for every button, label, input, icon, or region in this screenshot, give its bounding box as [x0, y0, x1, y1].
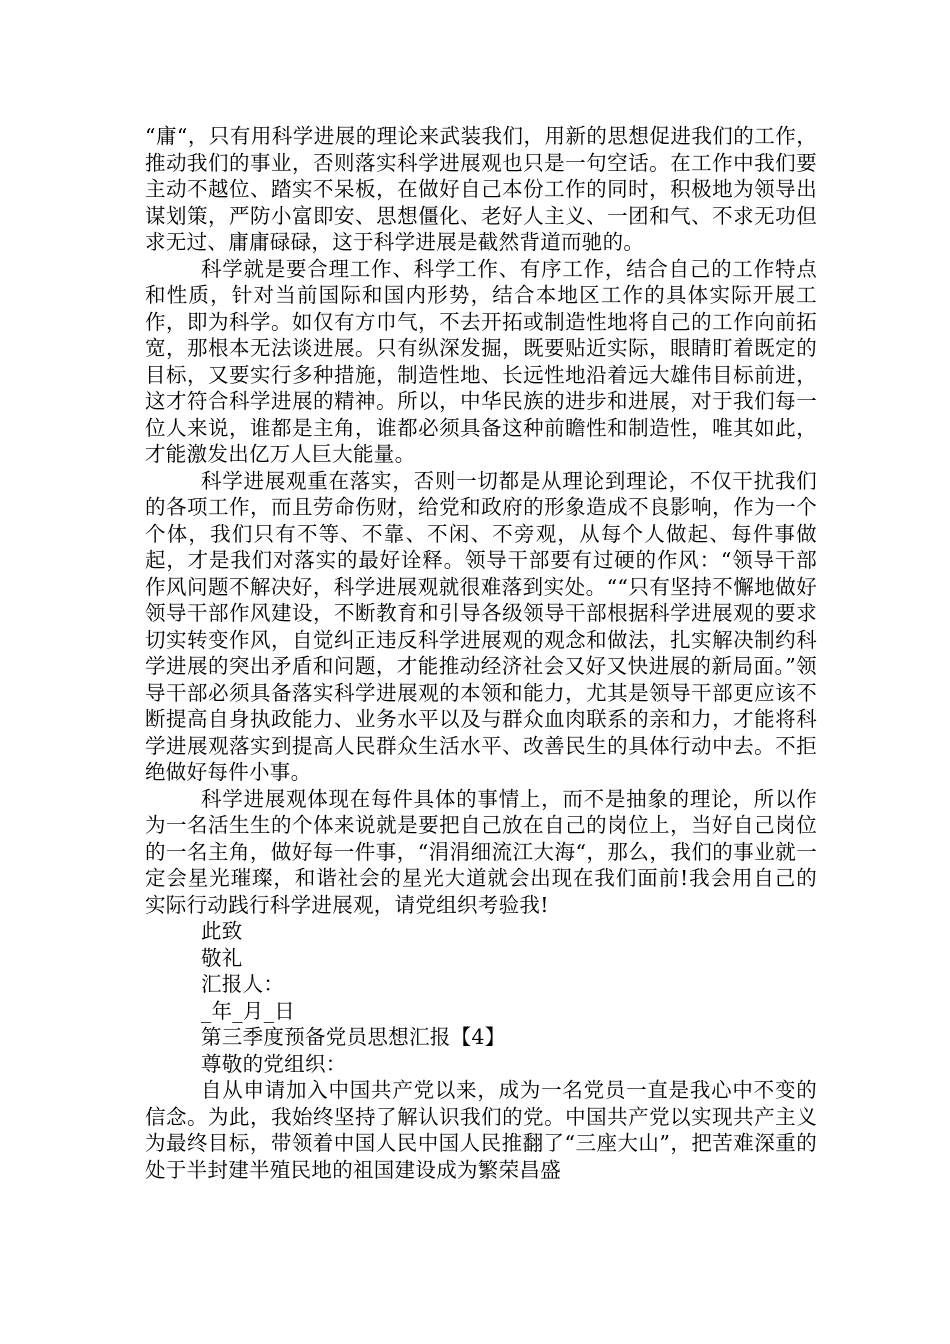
document-page	[145, 123, 817, 1183]
greeting: 尊敬的党组织：	[201, 1051, 347, 1076]
paragraph-3: 科学进展观重在落实，否则一切都是从理论到理论，不仅干扰我们的各项工作，而且劳命伤财，给党和政府的形象造成不良影响，作为一个个体，我们只有不等、不靠、不闲、不旁观，从每个人做起、每件事做起，才是我们对落实的最好诠释。领导干部要有过硬的作风：“领导干部作风问题不解决好，科学进展观就很难落到实处。““只有坚持不懈地做好领导干部作风建设，不断教育和引导各级领导干部根据科学进展观的要求切实转变作风，自觉纠正违反科学进展观的观念和做法，扎实解决制约科学进展的突出矛盾和问题，才能推动经济社会又好又快进展的新局面。”领导干部必须具备落实科学进展观的本领和能力，尤其是领导干部更应该不断提高自身执政能力、业务水平以及与群众血肉联系的亲和力，才能将科学进展观落实到提高人民群众生活水平、改善民生的具体行动中去。不拒绝做好每件小事。	[145, 468, 817, 784]
paragraph-1: “庸“，只有用科学进展的理论来武装我们，用新的思想促进我们的工作，推动我们的事业，否则落实科学进展观也只是一句空话。在工作中我们要主动不越位、踏实不呆板，在做好自己本份工作的同时，积极地为领导出谋划策，严防小富即安、思想僵化、老好人主义、一团和气、不求无功但求无过、庸庸碌碌，这于科学进展是截然背道而驰的。	[145, 124, 817, 254]
paragraph-2: 科学就是要合理工作、科学工作、有序工作，结合自己的工作特点和性质，针对当前国际和国内形势，结合本地区工作的具体实际开展工作，即为科学。如仅有方巾气，不去开拓或制造性地将自己的工作向前拓宽，那根本无法谈进展。只有纵深发掘，既要贴近实际，眼睛盯着既定的目标，又要实行多种措施，制造性地、长远性地沿着远大雄伟目标前进，这才符合科学进展的精神。所以，中华民族的进步和进展，对于我们每一位人来说，谁都是主角，谁都必须具备这种前瞻性和制造性，唯其如此，才能激发出亿万人巨大能量。	[145, 256, 817, 466]
closing-salute-1: 此致	[201, 919, 243, 943]
paragraph-4: 科学进展观体现在每件具体的事情上，而不是抽象的理论，所以作为一名活生生的个体来说就是要把自己放在自己的岗位上，当好自己岗位的一名主角，做好每一件事，“涓涓细流江大海“，那么，我们的事业就一定会星光璀璨，和谐社会的星光大道就会出现在我们面前!我会用自己的实际行动践行科学进展观，请党组织考验我!	[145, 786, 817, 917]
closing-salute-2: 敬礼	[201, 945, 243, 970]
date-line: _年_月_日	[201, 998, 296, 1023]
reporter-label: 汇报人：	[201, 972, 285, 996]
section-title: 第三季度预备党员思想汇报【4】	[201, 1025, 506, 1049]
paragraph-5: 自从申请加入中国共产党以来，成为一名党员一直是我心中不变的信念。为此，我始终坚持了解认识我们的党。中国共产党以实现共产主义为最终目标，带领着中国人民中国人民推翻了“三座大山”，把苦难深重的处于半封建半殖民地的祖国建设成为繁荣昌盛	[145, 1078, 817, 1182]
